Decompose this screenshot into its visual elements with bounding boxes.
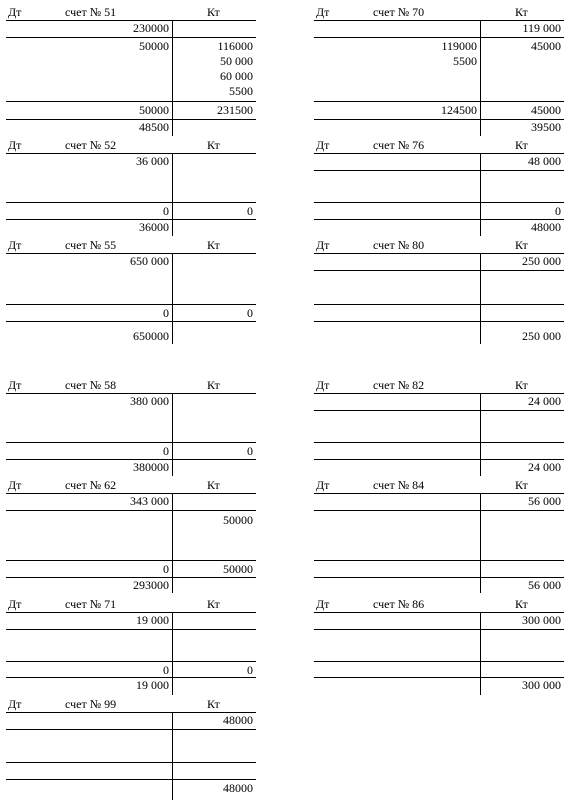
closing-balance: 650000 xyxy=(133,329,169,343)
account-title: счет № 52 xyxy=(65,138,117,152)
credit-entry: 116000 xyxy=(217,39,253,53)
debit-label: Дт xyxy=(316,597,330,611)
turnover-rule xyxy=(6,304,256,305)
rule xyxy=(314,170,564,171)
rule xyxy=(314,270,564,271)
t-account-80 xyxy=(314,238,564,344)
closing-balance: 380000 xyxy=(133,460,169,474)
credit-label: Кт xyxy=(515,378,528,392)
debit-label: Дт xyxy=(8,597,22,611)
closing-balance: 300 000 xyxy=(522,678,561,692)
t-account-58 xyxy=(6,378,256,476)
t-account-86 xyxy=(314,597,564,695)
credit-entry: 5500 xyxy=(229,84,253,98)
t-account-99 xyxy=(6,697,256,800)
account-title: счет № 51 xyxy=(65,5,117,19)
closing-balance: 48000 xyxy=(223,781,253,795)
turnover-rule xyxy=(314,101,564,102)
debit-label: Дт xyxy=(8,478,22,492)
turnover-rule xyxy=(6,442,256,443)
debit-turnover: 124500 xyxy=(441,103,477,117)
closing-balance: 56 000 xyxy=(528,578,561,592)
rule xyxy=(314,410,564,411)
credit-entry: 60 000 xyxy=(220,69,253,83)
rule xyxy=(314,37,564,38)
credit-turnover: 0 xyxy=(247,306,253,320)
credit-turnover: 0 xyxy=(247,444,253,458)
rule xyxy=(6,729,256,730)
credit-label: Кт xyxy=(515,478,528,492)
account-header xyxy=(314,5,564,20)
debit-label: Дт xyxy=(316,378,330,392)
opening-balance: 343 000 xyxy=(130,494,169,508)
rule xyxy=(6,629,256,630)
t-account-84 xyxy=(314,478,564,593)
closing-rule xyxy=(6,779,256,780)
t-account-51 xyxy=(6,5,256,136)
turnover-rule xyxy=(6,202,256,203)
closing-balance: 19 000 xyxy=(136,678,169,692)
credit-turnover: 0 xyxy=(247,663,253,677)
credit-label: Кт xyxy=(207,478,220,492)
credit-label: Кт xyxy=(207,378,220,392)
account-header xyxy=(6,5,256,20)
account-title: счет № 62 xyxy=(65,478,117,492)
opening-balance: 119 000 xyxy=(522,21,561,35)
turnover-rule xyxy=(314,304,564,305)
rule xyxy=(6,510,256,511)
debit-label: Дт xyxy=(8,138,22,152)
opening-balance: 250 000 xyxy=(522,254,561,268)
account-title: счет № 58 xyxy=(65,378,117,392)
t-account-divider xyxy=(480,393,481,476)
t-account-62 xyxy=(6,478,256,593)
closing-rule xyxy=(314,321,564,322)
account-header xyxy=(6,138,256,153)
rule xyxy=(314,629,564,630)
opening-balance: 650 000 xyxy=(130,254,169,268)
t-account-divider xyxy=(480,253,481,344)
turnover-rule xyxy=(6,560,256,561)
debit-entry: 5500 xyxy=(453,54,477,68)
closing-balance: 24 000 xyxy=(528,460,561,474)
account-header xyxy=(6,238,256,253)
t-account-divider xyxy=(480,493,481,593)
debit-entry: 119000 xyxy=(441,39,477,53)
turnover-rule xyxy=(6,762,256,763)
t-account-70 xyxy=(314,5,564,136)
closing-balance: 36000 xyxy=(139,220,169,234)
account-header xyxy=(6,697,256,712)
closing-balance: 39500 xyxy=(531,120,561,134)
credit-label: Кт xyxy=(515,597,528,611)
turnover-rule xyxy=(314,661,564,662)
account-title: счет № 71 xyxy=(65,597,117,611)
t-account-55 xyxy=(6,238,256,344)
t-account-divider xyxy=(172,153,173,236)
t-account-divider xyxy=(172,393,173,476)
credit-label: Кт xyxy=(515,5,528,19)
credit-label: Кт xyxy=(207,138,220,152)
account-header xyxy=(314,238,564,253)
t-account-divider xyxy=(172,253,173,344)
opening-balance: 36 000 xyxy=(136,154,169,168)
debit-label: Дт xyxy=(8,378,22,392)
closing-balance: 48500 xyxy=(139,120,169,134)
closing-balance: 250 000 xyxy=(522,329,561,343)
t-account-76 xyxy=(314,138,564,236)
opening-balance: 48000 xyxy=(223,713,253,727)
credit-label: Кт xyxy=(207,697,220,711)
credit-entry: 45000 xyxy=(531,39,561,53)
opening-balance: 48 000 xyxy=(528,154,561,168)
credit-label: Кт xyxy=(207,238,220,252)
account-header xyxy=(314,597,564,612)
debit-label: Дт xyxy=(8,697,22,711)
account-title: счет № 99 xyxy=(65,697,117,711)
opening-balance: 24 000 xyxy=(528,394,561,408)
account-title: счет № 82 xyxy=(373,378,425,392)
t-account-52 xyxy=(6,138,256,236)
rule xyxy=(314,510,564,511)
account-header xyxy=(6,378,256,393)
turnover-rule xyxy=(6,661,256,662)
opening-balance: 380 000 xyxy=(130,394,169,408)
debit-turnover: 0 xyxy=(163,663,169,677)
account-title: счет № 76 xyxy=(373,138,425,152)
account-header xyxy=(314,478,564,493)
t-account-divider xyxy=(480,153,481,236)
turnover-rule xyxy=(314,202,564,203)
turnover-rule xyxy=(6,101,256,102)
account-header xyxy=(6,597,256,612)
credit-turnover: 45000 xyxy=(531,103,561,117)
credit-turnover: 0 xyxy=(247,204,253,218)
credit-entry: 50 000 xyxy=(220,54,253,68)
debit-entry: 50000 xyxy=(139,39,169,53)
account-title: счет № 86 xyxy=(373,597,425,611)
debit-label: Дт xyxy=(8,5,22,19)
closing-balance: 293000 xyxy=(133,578,169,592)
account-title: счет № 80 xyxy=(373,238,425,252)
debit-turnover: 0 xyxy=(163,562,169,576)
account-title: счет № 84 xyxy=(373,478,425,492)
debit-label: Дт xyxy=(316,478,330,492)
debit-label: Дт xyxy=(316,238,330,252)
debit-label: Дт xyxy=(8,238,22,252)
opening-balance: 300 000 xyxy=(522,613,561,627)
credit-label: Кт xyxy=(515,238,528,252)
debit-turnover: 0 xyxy=(163,204,169,218)
credit-turnover: 0 xyxy=(555,204,561,218)
debit-turnover: 50000 xyxy=(139,103,169,117)
debit-label: Дт xyxy=(316,5,330,19)
rule xyxy=(6,37,256,38)
account-header xyxy=(314,138,564,153)
opening-balance: 230000 xyxy=(133,21,169,35)
debit-turnover: 0 xyxy=(163,444,169,458)
closing-balance: 48000 xyxy=(531,220,561,234)
t-account-divider xyxy=(172,493,173,593)
closing-rule xyxy=(6,321,256,322)
t-account-71 xyxy=(6,597,256,695)
turnover-rule xyxy=(314,560,564,561)
debit-label: Дт xyxy=(316,138,330,152)
account-header xyxy=(314,378,564,393)
t-account-divider xyxy=(172,612,173,695)
credit-turnover: 231500 xyxy=(217,103,253,117)
credit-label: Кт xyxy=(515,138,528,152)
account-header xyxy=(6,478,256,493)
turnover-rule xyxy=(314,442,564,443)
credit-label: Кт xyxy=(207,597,220,611)
credit-entry: 50000 xyxy=(223,513,253,527)
account-title: счет № 70 xyxy=(373,5,425,19)
account-title: счет № 55 xyxy=(65,238,117,252)
t-account-divider xyxy=(172,712,173,800)
credit-turnover: 50000 xyxy=(223,562,253,576)
opening-balance: 56 000 xyxy=(528,494,561,508)
opening-balance: 19 000 xyxy=(136,613,169,627)
credit-label: Кт xyxy=(207,5,220,19)
t-account-divider xyxy=(480,612,481,695)
t-account-82 xyxy=(314,378,564,476)
debit-turnover: 0 xyxy=(163,306,169,320)
